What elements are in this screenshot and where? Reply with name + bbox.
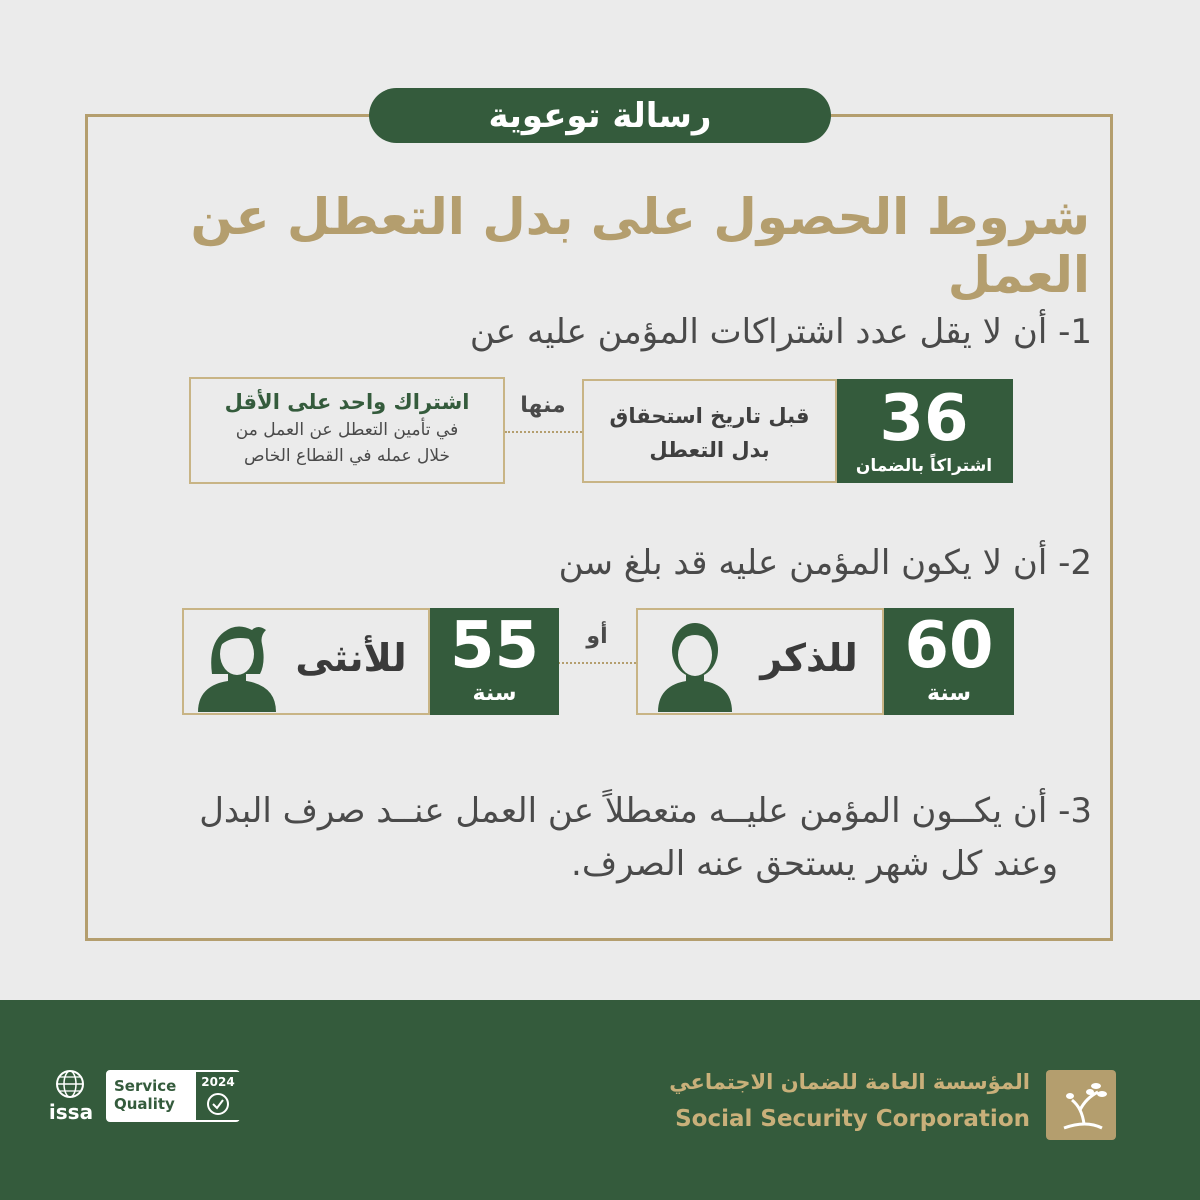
condition-3-line2: وعند كل شهر يستحق عنه الصرف. <box>571 844 1058 884</box>
service-quality-year: 2024 <box>201 1075 235 1089</box>
female-box <box>182 608 430 715</box>
check-circle-icon <box>206 1092 230 1116</box>
male-age: 60 <box>904 609 994 683</box>
service-quality-badge <box>106 1070 240 1122</box>
globe-icon <box>50 1068 90 1100</box>
issa-label: issa <box>48 1100 94 1124</box>
private-sector-line2: خلال عمله في القطاع الخاص <box>243 446 450 466</box>
private-sector-box <box>189 377 505 484</box>
org-name-ar: المؤسسة العامة للضمان الاجتماعي <box>669 1070 1030 1094</box>
female-age: 55 <box>449 609 540 683</box>
female-age-unit: سنة <box>472 681 517 706</box>
service-quality-line1: Service <box>114 1077 177 1095</box>
service-quality-line2: Quality <box>114 1095 175 1113</box>
female-age-box <box>430 608 559 715</box>
connector-or: أو <box>586 624 608 649</box>
male-age-box <box>884 608 1014 715</box>
private-sector-title: اشتراك واحد على الأقل <box>224 390 470 414</box>
awareness-tag: رسالة توعوية <box>369 88 831 143</box>
before-eligibility-box <box>582 379 837 483</box>
condition-2-text: 2- أن لا يكون المؤمن عليه قد بلغ سن <box>558 543 1092 583</box>
condition-1-text: 1- أن لا يقل عدد اشتراكات المؤمن عليه عن <box>469 312 1092 352</box>
connector-line-1 <box>505 431 582 433</box>
before-eligibility-line1: قبل تاريخ استحقاق <box>609 404 810 428</box>
before-eligibility-line2: بدل التعطل <box>649 438 770 462</box>
condition-3-line1: 3- أن يكــون المؤمن عليــه متعطلاً عن العمل عنــد صرف البدل <box>199 791 1092 831</box>
subscriptions-caption: اشتراكاً بالضمان <box>855 456 993 476</box>
person-icon <box>652 616 738 712</box>
page-title: شروط الحصول على بدل التعطل عن العمل <box>190 188 1090 304</box>
private-sector-line1: في تأمين التعطل عن العمل من <box>235 420 459 440</box>
connector-minha: منها <box>520 393 566 418</box>
female-label: للأنثى <box>295 636 407 680</box>
footer <box>0 1000 1200 1200</box>
female-person-icon <box>194 614 280 712</box>
subscriptions-number: 36 <box>879 382 969 456</box>
org-name-en: Social Security Corporation <box>675 1106 1030 1132</box>
subscriptions-count-box <box>835 379 1013 483</box>
connector-line-2 <box>558 662 636 664</box>
male-label: للذكر <box>760 636 858 680</box>
tree-logo-icon <box>1046 1070 1116 1140</box>
male-age-unit: سنة <box>927 681 971 706</box>
male-box <box>636 608 884 715</box>
